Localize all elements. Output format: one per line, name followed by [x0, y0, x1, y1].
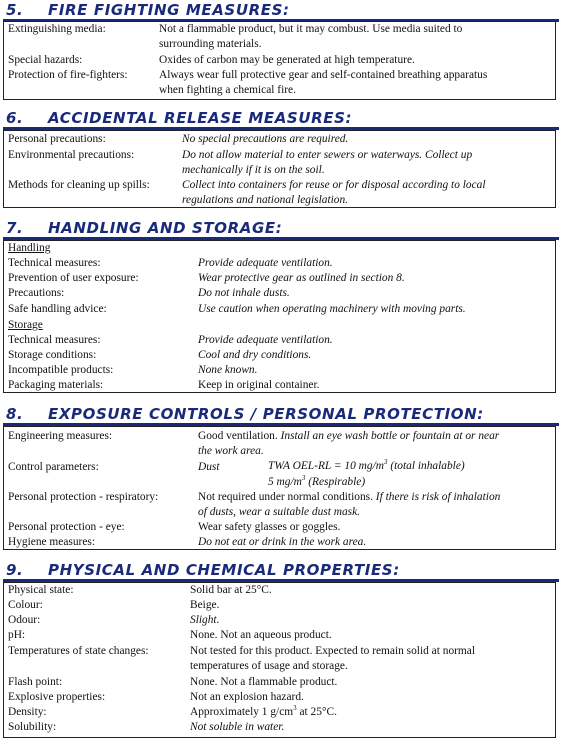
field-value: the work area. [198, 445, 264, 457]
field-value: No special precautions are required. [182, 133, 349, 145]
field-value: Always wear full protective gear and self-contained breathing apparatus [159, 69, 488, 81]
control-twa-respirable [268, 475, 365, 490]
field-label: Personal protection - eye: [8, 521, 125, 533]
field-value: Not tested for this product. Expected to remain solid at normal [190, 645, 476, 657]
twa-text: TWA OEL-RL = 10 mg/m [268, 460, 384, 472]
section-6-box [3, 130, 556, 208]
section-5-box [3, 21, 556, 100]
superscript: 3 [301, 474, 306, 483]
field-label: Odour: [8, 614, 41, 626]
field-label: Protection of fire-fighters: [8, 69, 128, 81]
field-label: Control parameters: [8, 461, 99, 473]
field-label: Temperatures of state changes: [8, 645, 149, 657]
section-7-heading [6, 220, 282, 237]
superscript: 3 [293, 704, 297, 713]
density-text: Approximately 1 g/cm [190, 706, 294, 718]
field-label: pH: [8, 629, 26, 641]
control-twa-total [268, 459, 465, 474]
section-number: 9. [6, 561, 24, 579]
field-label: Hygiene measures: [8, 536, 95, 548]
density-text: at 25°C. [296, 706, 337, 718]
section-5-heading [6, 2, 290, 19]
field-value: Oxides of carbon may be generated at high temperature. [159, 54, 415, 66]
field-value: when fighting a chemical fire. [159, 84, 296, 96]
field-value: Do not eat or drink in the work area. [198, 536, 367, 548]
field-label: Technical measures: [8, 257, 101, 269]
superscript: 3 [383, 458, 388, 467]
field-value [198, 429, 499, 444]
section-title: HANDLING AND STORAGE: [48, 219, 283, 237]
section-9-box [3, 582, 556, 738]
field-label: Safe handling advice: [8, 303, 107, 315]
field-label: Technical measures: [8, 334, 101, 346]
field-value: temperatures of usage and storage. [190, 660, 348, 672]
engineering-value-italic: Install an eye wash bottle or fountain at or near [280, 430, 500, 442]
section-8-heading [6, 406, 484, 423]
field-value: of dusts, wear a suitable dust mask. [198, 506, 361, 518]
field-label: Physical state: [8, 584, 74, 596]
section-number: 5. [6, 1, 24, 19]
section-number: 8. [6, 405, 24, 423]
section-number: 6. [6, 109, 24, 127]
field-label: Colour: [8, 599, 43, 611]
field-label: Personal precautions: [8, 133, 106, 145]
field-label: Solubility: [8, 721, 57, 733]
section-title: FIRE FIGHTING MEASURES: [48, 1, 290, 19]
field-value: regulations and national legislation. [182, 194, 349, 206]
field-label: Incompatible products: [8, 364, 114, 376]
field-label: Extinguishing media: [8, 23, 106, 35]
section-title: EXPOSURE CONTROLS / PERSONAL PROTECTION: [48, 405, 484, 423]
field-label: Prevention of user exposure: [8, 272, 139, 284]
twa-text: 5 mg/m [268, 476, 302, 488]
field-value: Slight. [190, 614, 220, 626]
field-value: Wear safety glasses or goggles. [198, 521, 341, 533]
section-number: 7. [6, 219, 24, 237]
field-value: Provide adequate ventilation. [198, 334, 333, 346]
section-title: ACCIDENTAL RELEASE MEASURES: [48, 109, 353, 127]
field-value: Do not inhale dusts. [198, 287, 290, 299]
field-value: Not soluble in water. [190, 721, 285, 733]
field-value: None. Not an aqueous product. [190, 629, 332, 641]
field-label: Methods for cleaning up spills: [8, 179, 150, 191]
field-label: Storage conditions: [8, 349, 97, 361]
field-label: Explosive properties: [8, 691, 106, 703]
field-value: None. Not a flammable product. [190, 676, 338, 688]
respiratory-value-italic: If there is risk of inhalation [375, 491, 501, 503]
subheading-storage: Storage [8, 319, 43, 331]
field-value [190, 705, 337, 720]
subheading-handling: Handling [8, 242, 51, 254]
field-value [198, 490, 500, 505]
field-value: Solid bar at 25°C. [190, 584, 272, 596]
field-label: Engineering measures: [8, 430, 113, 442]
field-value: Beige. [190, 599, 220, 611]
field-label: Flash point: [8, 676, 63, 688]
field-value: Wear protective gear as outlined in section 8. [198, 272, 405, 284]
section-7-box [3, 240, 556, 393]
field-value: Collect into containers for reuse or for disposal according to local [182, 179, 486, 191]
field-value: Cool and dry conditions. [198, 349, 312, 361]
field-value: Use caution when operating machinery with moving parts. [198, 303, 466, 315]
engineering-value-plain: Good ventilation. [198, 430, 281, 442]
field-label: Special hazards: [8, 54, 83, 66]
field-value: Not a flammable product, but it may combust. Use media suited to [159, 23, 463, 35]
field-value: Keep in original container. [198, 379, 320, 391]
field-label: Packaging materials: [8, 379, 104, 391]
twa-text: (Respirable) [305, 476, 366, 488]
field-value: Do not allow material to enter sewers or waterways. Collect up [182, 149, 473, 161]
field-label: Density: [8, 706, 47, 718]
field-label: Precautions: [8, 287, 65, 299]
field-value: mechanically if it is on the soil. [182, 164, 325, 176]
control-substance: Dust [198, 461, 220, 473]
section-8-box [3, 426, 556, 550]
field-value: None known. [198, 364, 258, 376]
section-title: PHYSICAL AND CHEMICAL PROPERTIES: [48, 561, 400, 579]
twa-text: (total inhalable) [387, 460, 465, 472]
field-label: Personal protection - respiratory: [8, 491, 159, 503]
field-value: Provide adequate ventilation. [198, 257, 333, 269]
respiratory-value-plain: Not required under normal conditions. [198, 491, 376, 503]
field-value: Not an explosion hazard. [190, 691, 304, 703]
field-label: Environmental precautions: [8, 149, 135, 161]
field-value: surrounding materials. [159, 38, 262, 50]
section-9-heading [6, 562, 400, 579]
section-6-heading [6, 110, 352, 127]
